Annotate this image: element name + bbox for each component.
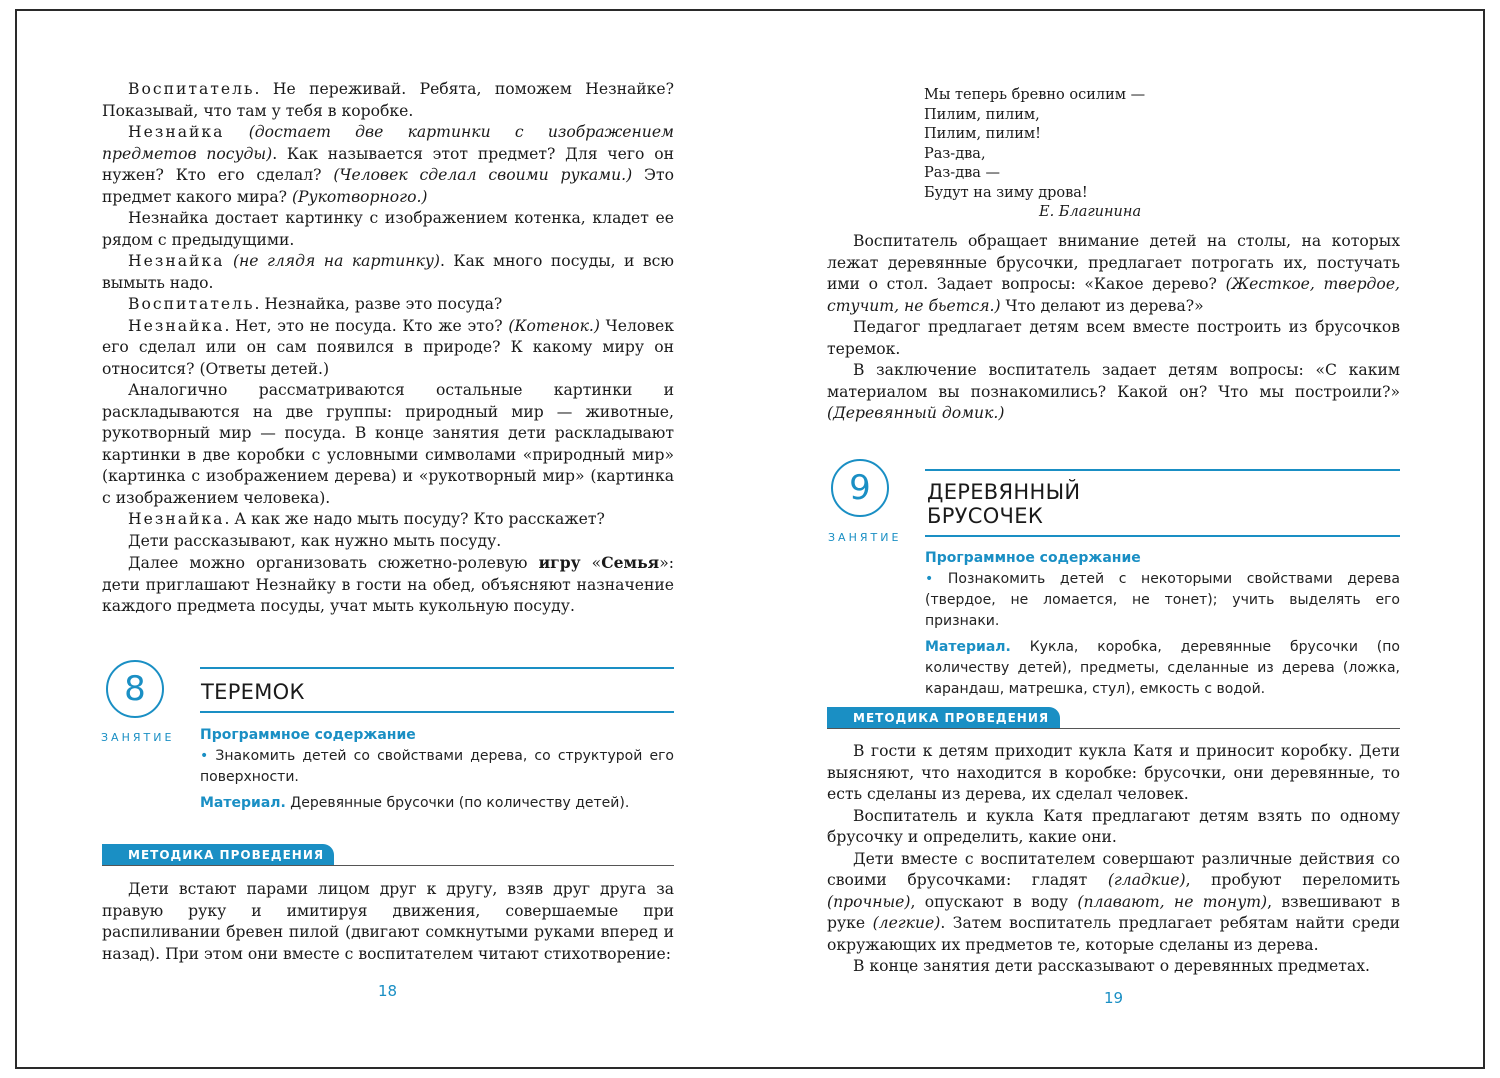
lesson-title: ТЕРЕМОК [201, 680, 305, 704]
poem-line: Пилим, пилим! [924, 126, 1041, 142]
poem [924, 86, 1145, 223]
paragraph: Незнайка (не глядя на картинку). Как много посуды, и всю вымыть надо. [102, 252, 674, 292]
page-number: 19 [1104, 989, 1124, 1007]
paragraph: Воспитатель обращает внимание детей на столы, на которых лежат деревянные брусочки, предлагает потрогать их, постучать ими о стол. Задает вопросы: «Какое дерево? (Жесткое, твердое, стучит, не бьется.) Что делают из дерева?» [827, 232, 1401, 315]
title-line: ДЕРЕВЯННЫЙ [927, 480, 1081, 504]
poem-line: Пилим, пилим, [924, 106, 1040, 123]
poem-line: Раз-два — [924, 165, 1001, 181]
paragraph: Далее можно организовать сюжетно-ролевую игру «Семья»: дети приглашают Незнайку в гости на обед, объясняют назначение каждого предмета посуды, учат мыть кукольную посуду. [102, 553, 674, 615]
title-rule [925, 469, 1400, 471]
program-heading: Программное содержание [925, 550, 1141, 566]
method-rule [827, 728, 1400, 729]
paragraph: Незнайка. Нет, это не посуда. Кто же это? (Котенок.) Человек его сделал или он сам появился в природе? К какому миру он относится? (Ответы детей.) [102, 316, 674, 378]
lesson8-method-text [102, 879, 674, 965]
program-item: • Познакомить детей с некоторыми свойствами дерева (твердое, не ломается, не тонет); учить выделять его признаки. [925, 571, 1400, 629]
paragraph: Воспитатель. Не переживай. Ребята, поможем Незнайке? Показывай, что там у тебя в коробке. [102, 80, 674, 120]
poem-line: Раз-два, [924, 145, 986, 162]
program-item: • Знакомить детей со свойствами дерева, со структурой его поверхности. [200, 748, 674, 785]
paragraph: Аналогично рассматриваются остальные картинки и раскладываются на две группы: природный мир — животные, рукотворный мир — посуда. В конце занятия дети раскладывают картинки в две коробки с условными символами «природный мир» (картинка с изображением дерева) и «рукотворный мир» (картинка с изображением человека). [102, 381, 674, 507]
lesson-number-badge: 9 [831, 459, 889, 517]
title-rule [200, 667, 674, 669]
paragraph: Незнайка достает картинку с изображением котенка, кладет ее рядом с предыдущими. [102, 209, 674, 249]
title-line: БРУСОЧЕК [927, 504, 1044, 528]
lesson-title [927, 480, 1080, 528]
program-heading: Программное содержание [200, 727, 416, 743]
lesson9-method-text [827, 741, 1400, 978]
paragraph: В конце занятия дети рассказывают о деревянных предметах. [853, 957, 1370, 975]
paragraph: Воспитатель и кукла Катя предлагают детям взять по одному брусочку и определить, какие они. [827, 806, 1400, 846]
lesson-label: ЗАНЯТИЕ [101, 731, 175, 744]
title-rule-bottom [200, 711, 674, 713]
paragraph: В заключение воспитатель задает детям вопросы: «С каким материалом вы познакомились? Какой он? Что мы построили?» (Деревянный домик.) [827, 361, 1400, 422]
paragraph: Незнайка. А как же надо мыть посуду? Кто расскажет? [128, 510, 605, 528]
poem-line: Мы теперь бревно осилим — [924, 87, 1146, 103]
paragraph: Педагог предлагает детям всем вместе построить из брусочков теремок. [827, 318, 1400, 358]
method-tab: МЕТОДИКА ПРОВЕДЕНИЯ [827, 707, 1060, 729]
right-intro [827, 231, 1400, 425]
material: Материал. Кукла, коробка, деревянные брусочки (по количеству детей), предметы, сделанные из дерева (ложка, карандаш, матрешка, стул), емкость с водой. [925, 639, 1400, 697]
lesson-label: ЗАНЯТИЕ [828, 531, 902, 544]
paragraph: В гости к детям приходит кукла Катя и приносит коробку. Дети выясняют, что находится в коробке: брусочки, они деревянные, то есть сделаны из дерева, их сделал человек. [827, 742, 1400, 803]
paragraph: Воспитатель. Незнайка, разве это посуда? [128, 295, 503, 313]
paragraph: Дети рассказывают, как нужно мыть посуду. [128, 531, 502, 550]
lesson-number-badge: 8 [106, 660, 164, 718]
program-content [200, 725, 674, 814]
left-dialogue [102, 79, 674, 618]
program-content [925, 548, 1400, 700]
method-rule [102, 865, 674, 866]
paragraph: Дети встают парами лицом друг к другу, взяв друг друга за правую руку и имитируя движения, совершаемые при распиливании бревен пилой (двигают сомкнутыми руками вперед и назад). При этом они вместе с воспитателем читают стихотворение: [102, 880, 674, 963]
material: Материал. Деревянные брусочки (по количеству детей). [200, 795, 630, 811]
paragraph: Незнайка (достает две картинки с изображением предметов посуды). Как называется этот предмет? Для чего он нужен? Кто его сделал? (Человек сделал своими руками.) Это предмет какого мира? (Рукотворного.) [102, 123, 675, 206]
paragraph: Дети вместе с воспитателем совершают различные действия со своими брусочками: гладят (гладкие), пробуют переломить (прочные), опускают в воду (плавают, не тонут), взвешивают в руке (легкие). Затем воспитатель предлагает ребятам найти среди окружающих их предметов те, которые сделаны из дерева. [827, 849, 1401, 954]
title-rule-bottom [925, 535, 1400, 537]
poem-author: Е. Благинина [1039, 204, 1142, 220]
poem-line: Будут на зиму дрова! [924, 184, 1088, 201]
page-number: 18 [378, 982, 398, 1000]
method-tab: МЕТОДИКА ПРОВЕДЕНИЯ [102, 844, 334, 866]
